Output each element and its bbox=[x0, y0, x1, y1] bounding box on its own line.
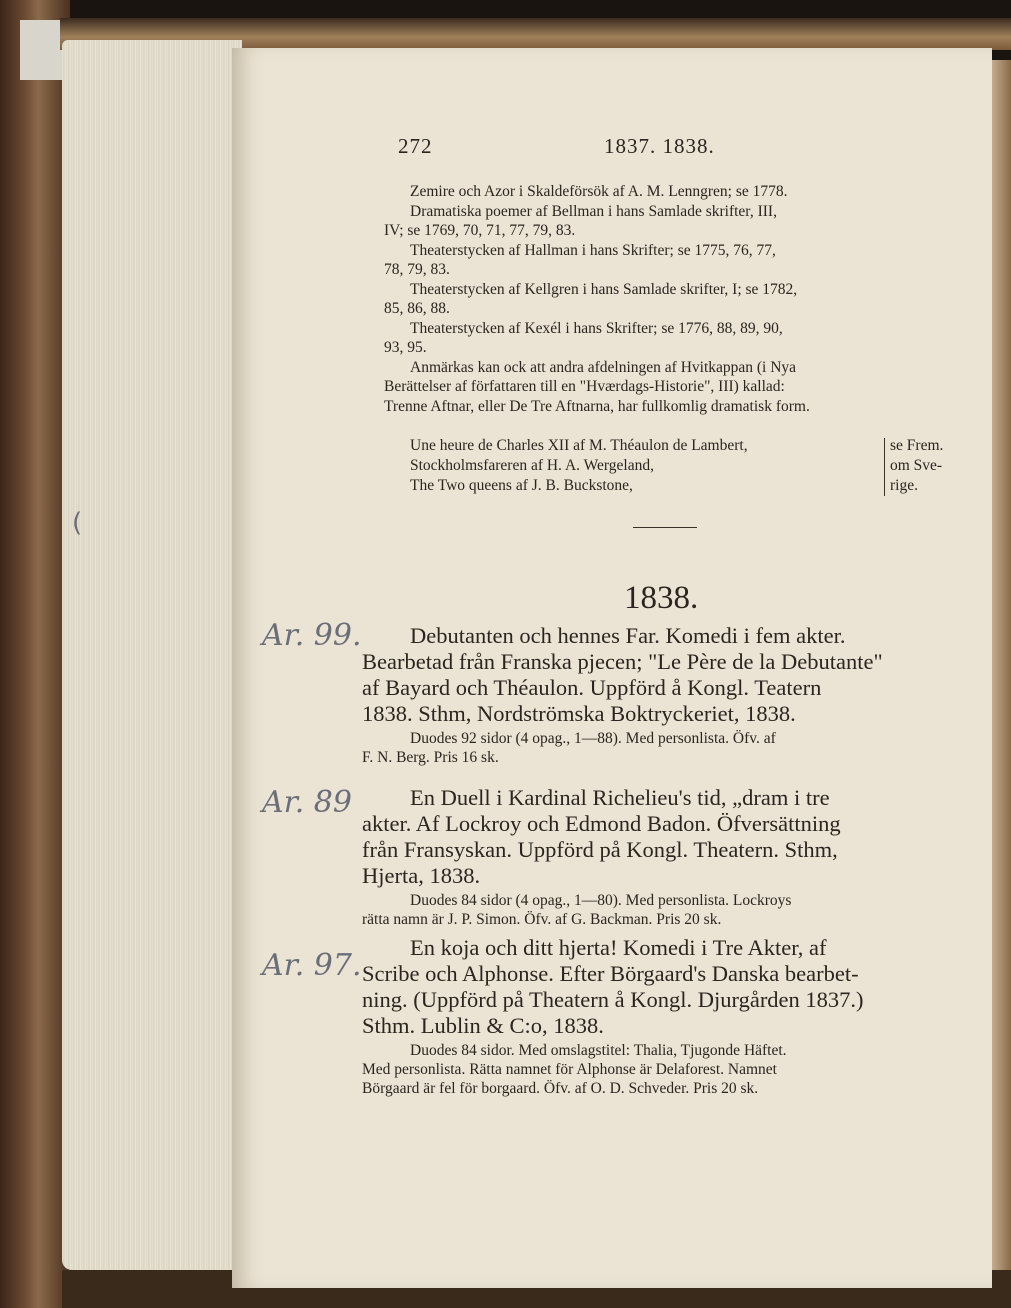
foreign-note-line: rige. bbox=[890, 477, 918, 494]
pencil-annotation: Ar. 99. bbox=[262, 618, 362, 653]
entry-title-line: Hjerta, 1838. bbox=[362, 863, 481, 888]
running-head: 1837. 1838. bbox=[604, 134, 715, 158]
entry-title-line: ning. (Uppförd på Theatern å Kongl. Djurgården 1837.) bbox=[362, 987, 864, 1012]
entry-title-line: akter. Af Lockroy och Edmond Badon. Öfversättning bbox=[362, 811, 841, 836]
foreign-play-line: Stockholmsfareren af H. A. Wergeland, bbox=[410, 457, 654, 474]
text-line: Berättelser af författaren till en "Hværdags-Historie", III) kallad: bbox=[384, 378, 785, 395]
foreign-note-line: se Frem. bbox=[890, 437, 944, 454]
entry-title-line: af Bayard och Théaulon. Uppförd å Kongl. Teatern bbox=[362, 675, 822, 700]
text-line: Dramatiska poemer af Bellman i hans Samlade skrifter, III, bbox=[410, 202, 777, 220]
entry-title-line: En Duell i Kardinal Richelieu's tid, „dram i tre bbox=[410, 785, 830, 810]
entry-note-line: Duodes 84 sidor. Med omslagstitel: Thalia, Tjugonde Häftet. bbox=[410, 1042, 787, 1059]
entry-title-line: Bearbetad från Franska pjecen; "Le Père de la Debutante" bbox=[362, 649, 883, 674]
text-line: 78, 79, 83. bbox=[384, 261, 450, 278]
entry-title-line: 1838. Sthm, Nordströmska Boktryckeriet, 1838. bbox=[362, 701, 796, 726]
entry-note-line: Duodes 92 sidor (4 opag., 1—88). Med personlista. Öfv. af bbox=[410, 730, 776, 747]
text-line: 85, 86, 88. bbox=[384, 300, 450, 317]
text-line: 93, 95. bbox=[384, 339, 427, 356]
brace bbox=[876, 438, 885, 496]
foreign-note-line: om Sve- bbox=[890, 457, 943, 474]
text-line: IV; se 1769, 70, 71, 77, 79, 83. bbox=[384, 222, 576, 239]
text-line: Theaterstycken af Hallman i hans Skrifter; se 1775, 76, 77, bbox=[410, 241, 776, 259]
entry-title-line: från Fransyskan. Uppförd på Kongl. Theatern. Sthm, bbox=[362, 837, 838, 862]
page-number: 272 bbox=[398, 134, 433, 158]
text-line: Theaterstycken af Kexél i hans Skrifter; se 1776, 88, 89, 90, bbox=[410, 319, 783, 337]
entry-title-line: Debutanten och hennes Far. Komedi i fem akter. bbox=[410, 623, 846, 648]
year-heading: 1838. bbox=[624, 580, 699, 616]
entry-title-line: En koja och ditt hjerta! Komedi i Tre Akter, af bbox=[410, 935, 827, 960]
entry-note-line: Duodes 84 sidor (4 opag., 1—80). Med personlista. Lockroys bbox=[410, 892, 792, 909]
entry-note-line: rätta namn är J. P. Simon. Öfv. af G. Backman. Pris 20 sk. bbox=[362, 911, 722, 928]
text-line: Anmärkas kan ock att andra afdelningen af Hvitkappan (i Nya bbox=[410, 358, 797, 376]
text-line: Zemire och Azor i Skaldeförsök af A. M. Lenngren; se 1778. bbox=[410, 183, 788, 200]
entry-note-line: F. N. Berg. Pris 16 sk. bbox=[362, 749, 499, 766]
foreign-play-line: Une heure de Charles XII af M. Théaulon de Lambert, bbox=[410, 437, 748, 454]
text-line: Theaterstycken af Kellgren i hans Samlade skrifter, I; se 1782, bbox=[410, 280, 798, 298]
entry-note-line: Börgaard är fel för borgaard. Öfv. af O. D. Schveder. Pris 20 sk. bbox=[362, 1080, 759, 1097]
book-right-edge bbox=[990, 60, 1011, 1290]
text-line: Trenne Aftnar, eller De Tre Aftnarna, har fullkomlig dramatisk form. bbox=[384, 397, 810, 415]
page-edges bbox=[62, 40, 242, 1270]
pencil-annotation: Ar. 89 bbox=[262, 785, 352, 820]
entry-title-line: Scribe och Alphonse. Efter Börgaard's Danska bearbet- bbox=[362, 961, 859, 986]
foreign-play-line: The Two queens af J. B. Buckstone, bbox=[410, 477, 633, 494]
margin-mark: ( bbox=[72, 508, 83, 538]
entry-title-line: Sthm. Lublin & C:o, 1838. bbox=[362, 1013, 604, 1038]
entry-note-line: Med personlista. Rätta namnet för Alphonse är Delaforest. Namnet bbox=[362, 1061, 777, 1078]
pencil-annotation: Ar. 97. bbox=[262, 948, 362, 983]
book-spine bbox=[0, 0, 70, 1308]
section-divider bbox=[633, 527, 697, 528]
